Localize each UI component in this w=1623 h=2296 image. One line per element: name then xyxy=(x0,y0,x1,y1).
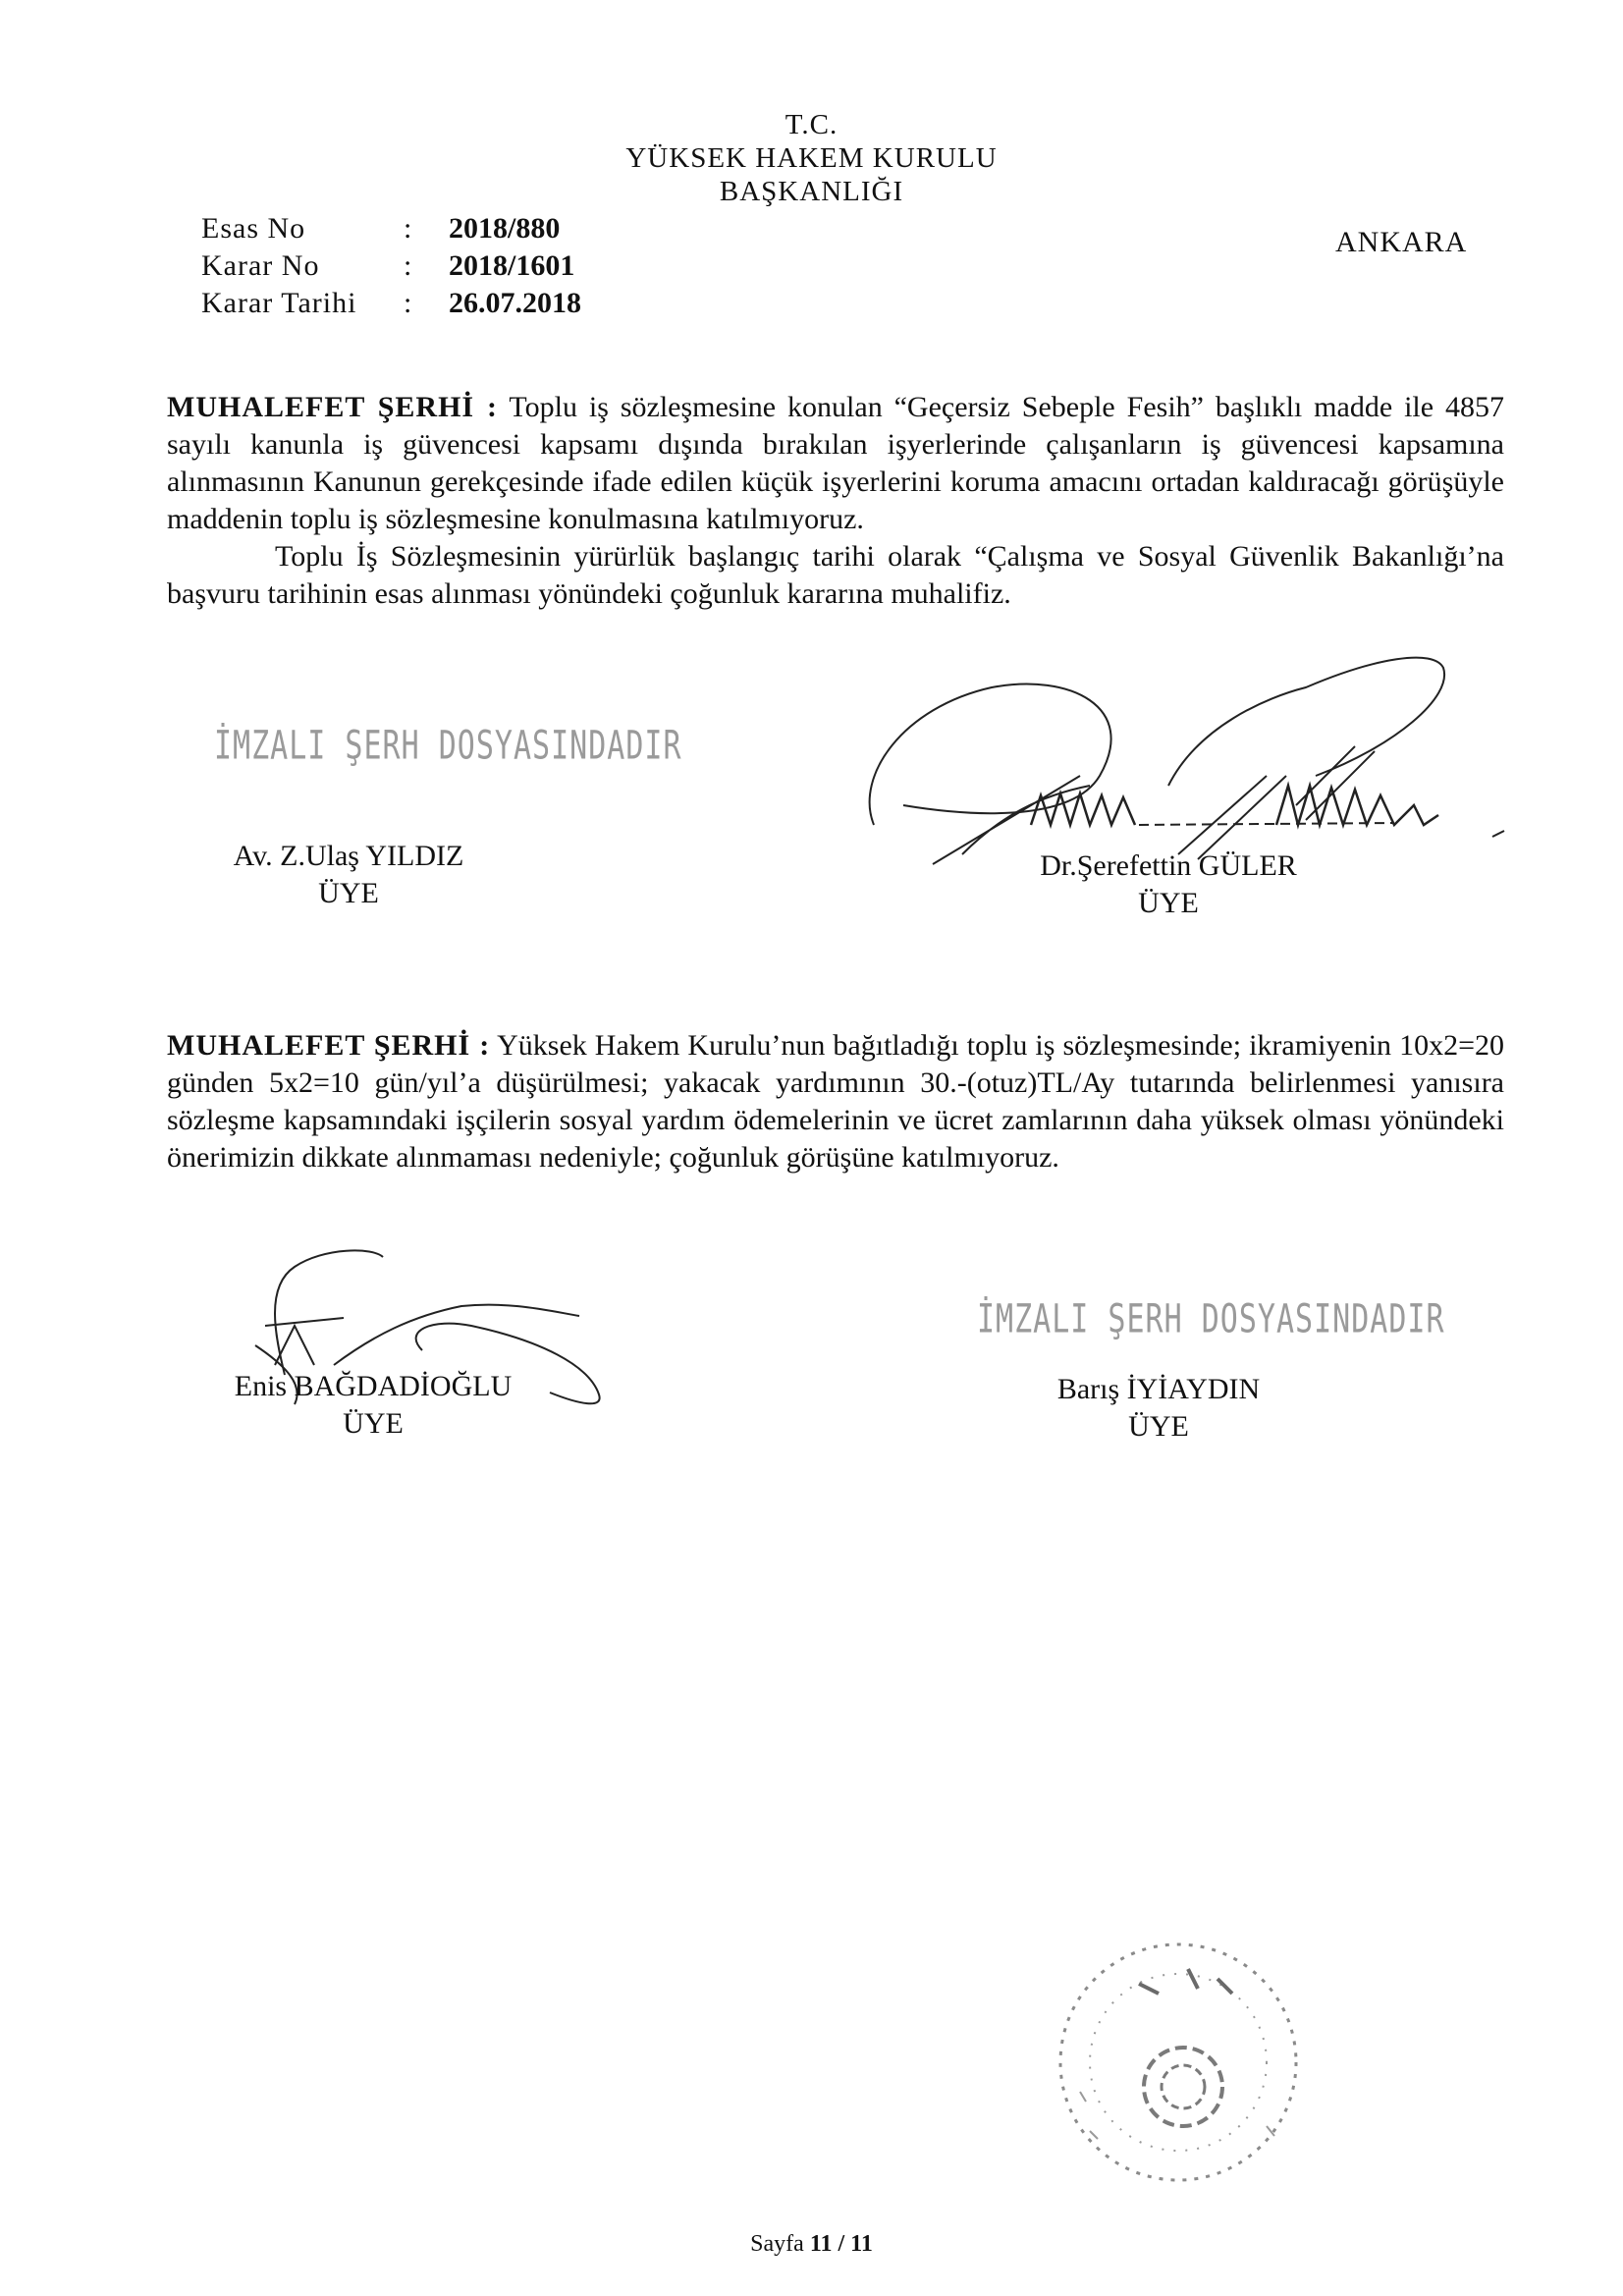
page-label: Sayfa xyxy=(750,2231,804,2257)
dissent-1-paragraph-2: Toplu İş Sözleşmesinin yürürlük başlangıç tarihi olarak “Çalışma ve Sosyal Güvenlik Bakanlığı’na başvuru tarihinin esas alınması yönündeki çoğunluk kararına muhalifiz. xyxy=(167,540,1504,610)
case-label: Esas No xyxy=(201,212,306,245)
page-footer xyxy=(0,2231,1623,2258)
case-value: 26.07.2018 xyxy=(449,287,581,319)
case-info-row xyxy=(201,247,587,285)
signed-dissent-stamp: İMZALI ŞERH DOSYASINDADIR xyxy=(977,1296,1445,1343)
dissent-2-paragraph xyxy=(167,1027,1504,1176)
dissent-1-text: Toplu iş sözleşmesine konulan “Geçersiz Sebeple Fesih” başlıklı madde ile 4857 sayılı kanunla iş güvencesi kapsamı dışında bırakılan işyerlerinde çalışanların iş güvencesi kapsamına alınmasının Kanunun gerekçesinde ifade edilen küçük işyerlerini koruma amacını ortadan kaldıracağı görüşüyle maddenin toplu iş sözleşmesine konulmasına katılmıyoruz. xyxy=(167,391,1504,535)
signer-bagdadioglu-role: ÜYE xyxy=(343,1407,404,1440)
official-seal-stamp xyxy=(1021,1915,1335,2210)
signer-guler-role: ÜYE xyxy=(1138,887,1199,919)
dissent-1-heading: MUHALEFET ŞERHİ : xyxy=(167,391,499,423)
signer-bagdadioglu-name: Enis BAĞDADİOĞLU xyxy=(234,1370,513,1402)
case-info-row xyxy=(201,285,587,322)
header-institution: YÜKSEK HAKEM KURULU xyxy=(625,142,998,174)
case-label: Karar No xyxy=(201,249,320,282)
case-info-table xyxy=(201,210,587,322)
signer-yildiz-name: Av. Z.Ulaş YILDIZ xyxy=(233,840,464,872)
page-number: 11 / 11 xyxy=(809,2231,873,2257)
dissent-2 xyxy=(167,1027,1504,1176)
case-value: 2018/1601 xyxy=(449,249,575,282)
signer-guler-name: Dr.Şerefettin GÜLER xyxy=(1040,849,1297,882)
header-city: ANKARA xyxy=(1335,226,1468,258)
case-label: Karar Tarihi xyxy=(201,287,357,319)
header-department: BAŞKANLIĞI xyxy=(719,176,904,207)
dissent-1 xyxy=(167,389,1504,613)
dissent-2-heading: MUHALEFET ŞERHİ : xyxy=(167,1029,491,1062)
case-value: 2018/880 xyxy=(449,212,561,245)
case-info-row xyxy=(201,210,587,247)
case-colon: : xyxy=(404,212,412,245)
case-colon: : xyxy=(404,287,412,319)
case-colon: : xyxy=(404,249,412,282)
signed-dissent-stamp: İMZALI ŞERH DOSYASINDADIR xyxy=(214,723,682,770)
dissent-2-text: Yüksek Hakem Kurulu’nun bağıtladığı toplu iş sözleşmesinde; ikramiyenin 10x2=20 günden 5x2=10 gün/yıl’a düşürülmesi; yakacak yardımının 30.-(otuz)TL/Ay tutarında belirlenmesi yanısıra sözleşme kapsamındaki işçilerin sosyal yardım ödemelerinin ve ücret zamlarının daha yüksek olması yönündeki önerimizin dikkate alınmaması nedeniyle; çoğunluk görüşüne katılmıyoruz. xyxy=(167,1029,1504,1174)
signer-iyiaydin-role: ÜYE xyxy=(1128,1410,1189,1443)
signer-iyiaydin-name: Barış İYİAYDIN xyxy=(1056,1373,1261,1405)
header-tc: T.C. xyxy=(784,109,839,140)
dissent-1-paragraph xyxy=(167,389,1504,538)
signer-yildiz-role: ÜYE xyxy=(318,877,379,909)
